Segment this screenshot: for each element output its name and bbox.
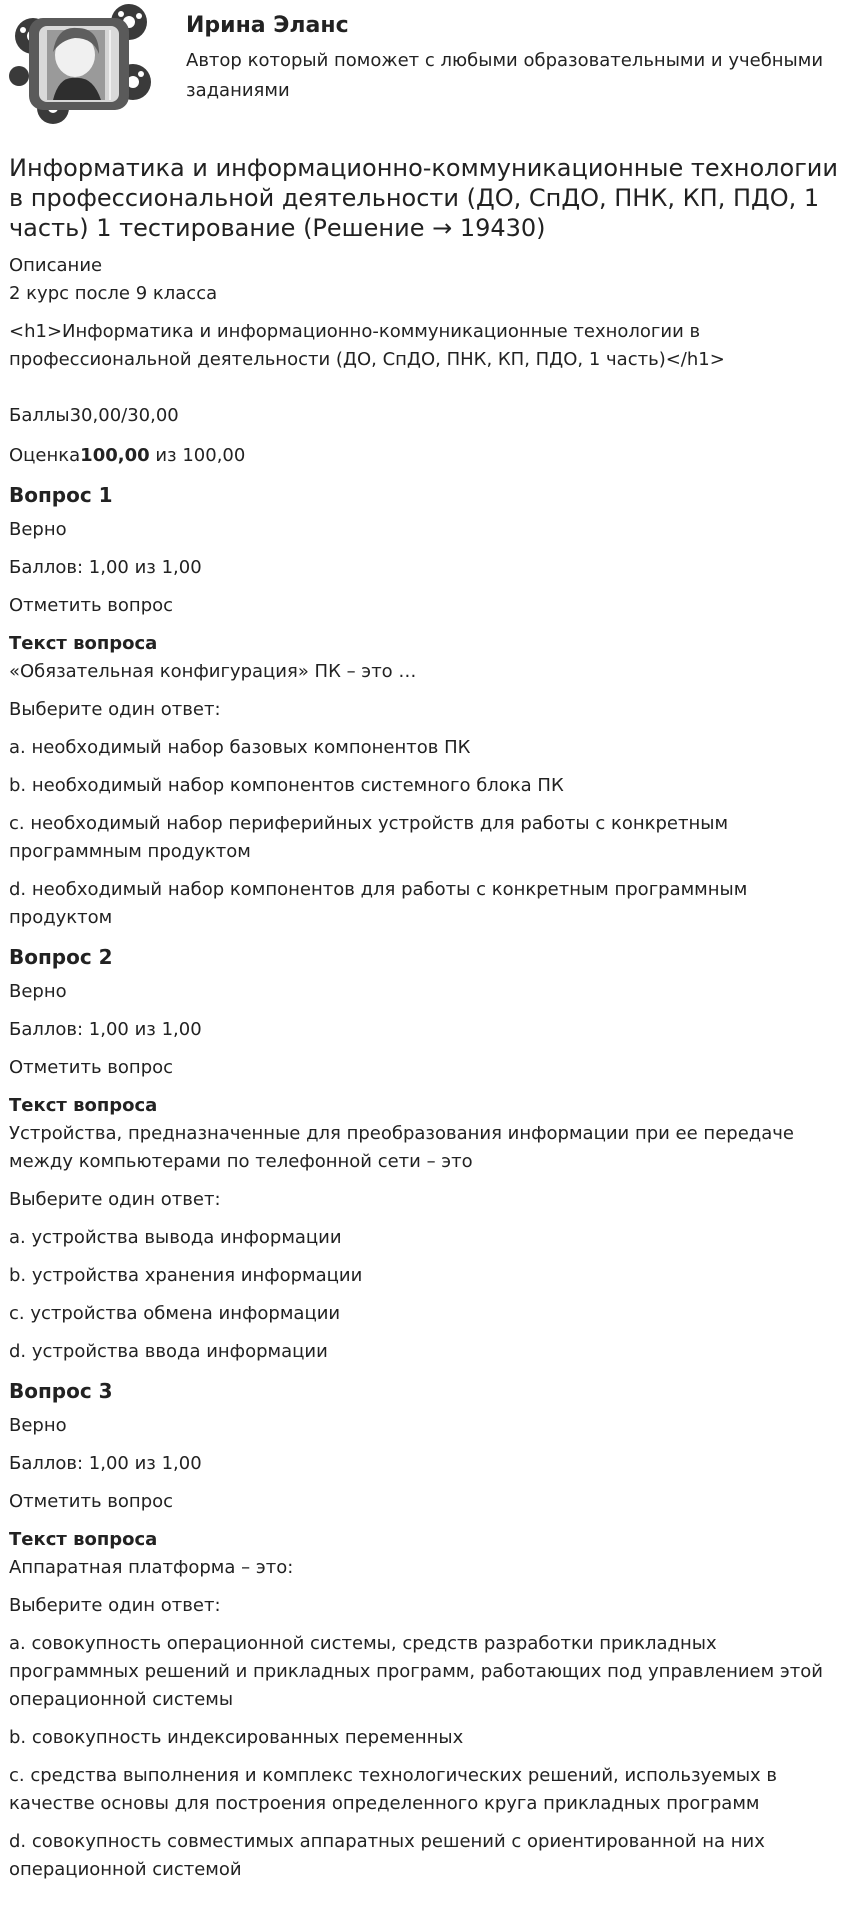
answer-prompt: Выберите один ответ: bbox=[9, 1595, 221, 1616]
answer-option-d[interactable]: d. устройства ввода информации bbox=[9, 1341, 328, 1362]
score-line bbox=[9, 402, 838, 430]
question-status: Верно bbox=[9, 981, 67, 1002]
description-label: Описание bbox=[9, 255, 103, 276]
grade-value: 100,00 bbox=[80, 445, 150, 466]
score-label: Баллы bbox=[9, 405, 70, 426]
question-title: Вопрос 1 bbox=[9, 483, 113, 507]
answer-option-a[interactable]: a. совокупность операционной системы, средств разработки прикладных программных решений и прикладных программ, работающих под управлением этой операционной системы bbox=[9, 1633, 823, 1710]
author-description: Автор который поможет с любыми образовательными и учебными заданиями bbox=[186, 50, 824, 101]
question-1 bbox=[9, 480, 838, 932]
flag-question-link[interactable]: Отметить вопрос bbox=[9, 1057, 174, 1078]
answer-option-b[interactable]: b. устройства хранения информации bbox=[9, 1265, 363, 1286]
score-value: 30,00/30,00 bbox=[69, 405, 179, 426]
author-card bbox=[9, 0, 838, 125]
question-text-label: Текст вопроса bbox=[9, 1095, 158, 1116]
question-status: Верно bbox=[9, 519, 67, 540]
raw-heading-text: <h1>Информатика и информационно-коммуникационные технологии в профессиональной деятельности (ДО, СпДО, ПНК, КП, ПДО, 1 часть)</h1> bbox=[9, 321, 725, 370]
document-title: Информатика и информационно-коммуникационные технологии в профессиональной деятельности (ДО, СпДО, ПНК, КП, ПДО, 1 часть) 1 тестирование (Решение → 19430) bbox=[9, 154, 838, 242]
course-info: 2 курс после 9 класса bbox=[9, 283, 218, 304]
grade-line bbox=[9, 442, 838, 470]
flag-question-link[interactable]: Отметить вопрос bbox=[9, 1491, 174, 1512]
answer-option-c[interactable]: c. устройства обмена информации bbox=[9, 1303, 341, 1324]
grade-label: Оценка bbox=[9, 445, 81, 466]
spacer bbox=[9, 374, 838, 402]
question-points: Баллов: 1,00 из 1,00 bbox=[9, 1453, 202, 1474]
question-text-label: Текст вопроса bbox=[9, 1529, 158, 1550]
question-title: Вопрос 3 bbox=[9, 1379, 113, 1403]
author-name: Ирина Эланс bbox=[186, 13, 349, 38]
flag-question-link[interactable]: Отметить вопрос bbox=[9, 595, 174, 616]
answer-option-c[interactable]: c. средства выполнения и комплекс технологических решений, используемых в качестве основы для построения определенного круга прикладных программ bbox=[9, 1765, 778, 1814]
question-text: Устройства, предназначенные для преобразования информации при ее передаче между компьютерами по телефонной сети – это bbox=[9, 1123, 794, 1172]
answer-option-d[interactable]: d. совокупность совместимых аппаратных решений с ориентированной на них операционной системой bbox=[9, 1831, 765, 1880]
answer-option-b[interactable]: b. необходимый набор компонентов системного блока ПК bbox=[9, 775, 564, 796]
answer-option-a[interactable]: a. устройства вывода информации bbox=[9, 1227, 342, 1248]
question-status: Верно bbox=[9, 1415, 67, 1436]
author-avatar bbox=[9, 0, 154, 125]
question-text: Аппаратная платформа – это: bbox=[9, 1557, 294, 1578]
answer-prompt: Выберите один ответ: bbox=[9, 1189, 221, 1210]
question-3 bbox=[9, 1376, 838, 1884]
author-text bbox=[186, 0, 838, 106]
answer-option-c[interactable]: c. необходимый набор периферийных устройств для работы с конкретным программным продуктом bbox=[9, 813, 729, 862]
answer-option-d[interactable]: d. необходимый набор компонентов для работы с конкретным программным продуктом bbox=[9, 879, 748, 928]
answer-option-a[interactable]: a. необходимый набор базовых компонентов ПК bbox=[9, 737, 471, 758]
answer-option-b[interactable]: b. совокупность индексированных переменных bbox=[9, 1727, 464, 1748]
question-points: Баллов: 1,00 из 1,00 bbox=[9, 1019, 202, 1040]
grade-suffix: из 100,00 bbox=[149, 445, 246, 466]
question-title: Вопрос 2 bbox=[9, 945, 113, 969]
question-text-label: Текст вопроса bbox=[9, 633, 158, 654]
answer-prompt: Выберите один ответ: bbox=[9, 699, 221, 720]
question-points: Баллов: 1,00 из 1,00 bbox=[9, 557, 202, 578]
question-2 bbox=[9, 942, 838, 1366]
question-text: «Обязательная конфигурация» ПК – это … bbox=[9, 661, 417, 682]
